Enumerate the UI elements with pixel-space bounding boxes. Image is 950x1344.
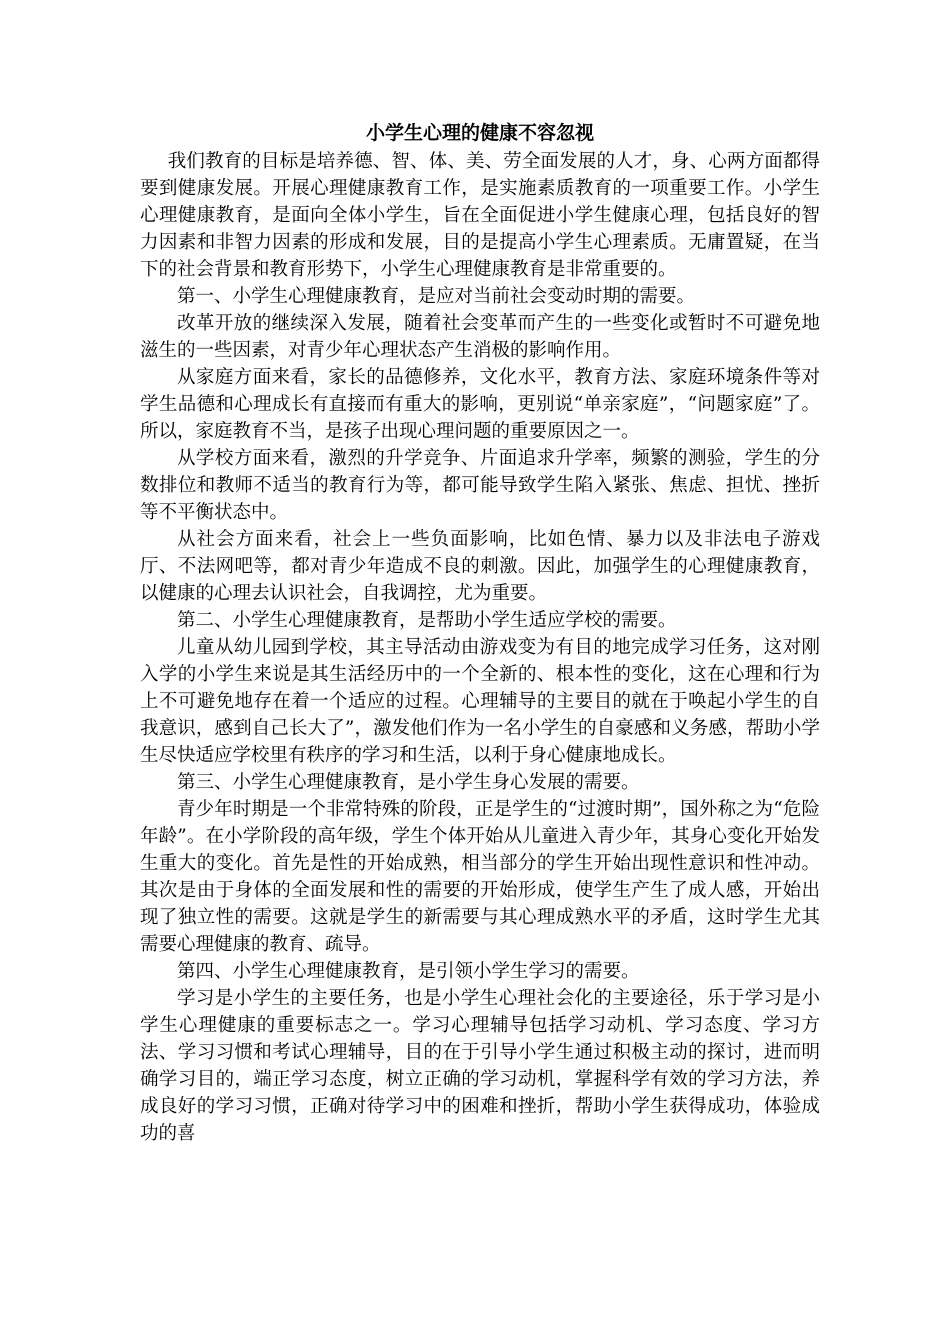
paragraph-society-aspect: 从社会方面来看，社会上一些负面影响，比如色情、暴力以及非法电子游戏厅、不法网吧等，都对青少年造成不良的刺激。因此，加强学生的心理健康教育，以健康的心理去认识社会，自我调控，尤为重要。 (140, 529, 820, 604)
paragraph-learning: 学习是小学生的主要任务，也是小学生心理社会化的主要途径，乐于学习是小学生心理健康的重要标志之一。学习心理辅导包括学习动机、学习态度、学习方法、学习习惯和考试心理辅导，目的在于引导小学生通过积极主动的探讨，进而明确学习目的，端正学习态度，树立正确的学习动机，掌握科学有效的学习方法，养成良好的学习习惯，正确对待学习中的困难和挫折，帮助小学生获得成功，体验成功的喜 (140, 988, 820, 1144)
paragraph-point-four-heading: 第四、小学生心理健康教育，是引领小学生学习的需要。 (177, 961, 640, 982)
paragraph-school-adaptation: 儿童从幼儿园到学校，其主导活动由游戏变为有目的地完成学习任务，这对刚入学的小学生来说是其生活经历中的一个全新的、根本性的变化，这在心理和行为上不可避免地存在着一个适应的过程。心理辅导的主要目的就在于唤起小学生的自我意识，感到自己长大了”，激发他们作为一名小学生的自豪感和义务感，帮助小学生尽快适应学校里有秩序的学习和生活，以利于身心健康地成长。 (140, 637, 820, 766)
paragraph-point-one-heading: 第一、小学生心理健康教育，是应对当前社会变动时期的需要。 (177, 286, 696, 307)
paragraph-development: 青少年时期是一个非常特殊的阶段，正是学生的“过渡时期”，国外称之为“危险年龄”。在小学阶段的高年级，学生个体开始从儿童进入青少年，其身心变化开始发生重大的变化。首先是性的开始成熟，相当部分的学生开始出现性意识和性冲动。其次是由于身体的全面发展和性的需要的开始形成，使学生产生了成人感，开始出现了独立性的需要。这就是学生的新需要与其心理成熟水平的矛盾，这时学生尤其需要心理健康的教育、疏导。 (140, 799, 820, 955)
paragraph-point-two-heading: 第二、小学生心理健康教育，是帮助小学生适应学校的需要。 (177, 610, 677, 631)
paragraph-family-aspect: 从家庭方面来看，家长的品德修养，文化水平，教育方法、家庭环境条件等对学生品德和心理成长有直接而有重大的影响，更别说“单亲家庭”，“问题家庭”了。所以，家庭教育不当，是孩子出现心理问题的重要原因之一。 (140, 367, 820, 442)
document-page (140, 120, 820, 1147)
paragraph-intro: 我们教育的目标是培养德、智、体、美、劳全面发展的人才，身、心两方面都得要到健康发展。开展心理健康教育工作，是实施素质教育的一项重要工作。小学生心理健康教育，是面向全体小学生，旨在全面促进小学生健康心理，包括良好的智力因素和非智力因素的形成和发展，目的是提高小学生心理素质。无庸置疑，在当下的社会背景和教育形势下，小学生心理健康教育是非常重要的。 (140, 151, 820, 280)
paragraph-point-three-heading: 第三、小学生心理健康教育，是小学生身心发展的需要。 (177, 772, 640, 793)
paragraph-school-aspect: 从学校方面来看，激烈的升学竞争、片面追求升学率，频繁的测验，学生的分数排位和教师不适当的教育行为等，都可能导致学生陷入紧张、焦虑、担忧、挫折等不平衡状态中。 (140, 448, 820, 523)
document-title: 小学生心理的健康不容忽视 (365, 122, 594, 144)
paragraph-social-change: 改革开放的继续深入发展，随着社会变革而产生的一些变化或暂时不可避免地滋生的一些因素，对青少年心理状态产生消极的影响作用。 (140, 313, 820, 361)
